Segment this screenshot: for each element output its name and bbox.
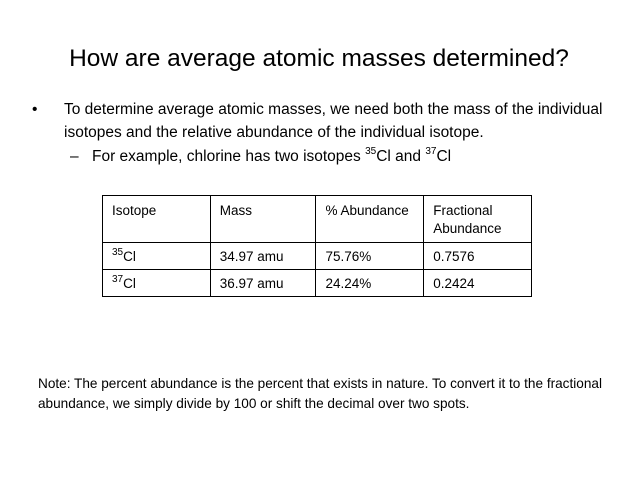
isotope1-mass-number: 35 bbox=[365, 145, 377, 157]
sub-bullet-item bbox=[70, 145, 610, 168]
sub-bullet-marker: – bbox=[70, 148, 79, 165]
header-mass: Mass bbox=[210, 196, 316, 243]
cell-mass: 36.97 amu bbox=[210, 270, 316, 297]
cell-fraction: 0.2424 bbox=[424, 270, 532, 297]
header-percent-abundance: % Abundance bbox=[316, 196, 424, 243]
sub-bullet-joiner: and bbox=[390, 148, 426, 165]
cell-fraction: 0.7576 bbox=[424, 243, 532, 270]
cell-percent: 24.24% bbox=[316, 270, 424, 297]
header-fractional-abundance: Fractional Abundance bbox=[424, 196, 532, 243]
element-symbol: Cl bbox=[123, 276, 136, 291]
table-header-row bbox=[103, 196, 532, 243]
sub-bullet-text bbox=[92, 145, 610, 168]
isotope2-mass-number: 37 bbox=[425, 145, 437, 157]
mass-number: 37 bbox=[112, 273, 124, 285]
header-isotope: Isotope bbox=[103, 196, 211, 243]
bullet-item bbox=[32, 98, 612, 144]
slide-title: How are average atomic masses determined? bbox=[69, 45, 569, 72]
table-row bbox=[103, 270, 532, 297]
cell-isotope bbox=[103, 243, 211, 270]
table-row bbox=[103, 243, 532, 270]
cell-percent: 75.76% bbox=[316, 243, 424, 270]
mass-number: 35 bbox=[112, 246, 124, 258]
note-text: Note: The percent abundance is the percent that exists in nature. To convert it to the fractional abundance, we simply divide by 100 or shift the decimal over two spots. bbox=[38, 376, 602, 411]
bullet-marker: • bbox=[32, 101, 38, 118]
cell-isotope bbox=[103, 270, 211, 297]
isotope1-symbol: Cl bbox=[376, 148, 391, 165]
bullet-text: To determine average atomic masses, we need both the mass of the individual isotopes and the relative abundance of the individual isotope. bbox=[64, 101, 603, 141]
sub-bullet-text-before: For example, chlorine has two isotopes bbox=[92, 148, 366, 165]
element-symbol: Cl bbox=[123, 249, 136, 264]
isotope2-symbol: Cl bbox=[436, 148, 452, 165]
cell-mass: 34.97 amu bbox=[210, 243, 316, 270]
isotope-table bbox=[102, 195, 532, 297]
